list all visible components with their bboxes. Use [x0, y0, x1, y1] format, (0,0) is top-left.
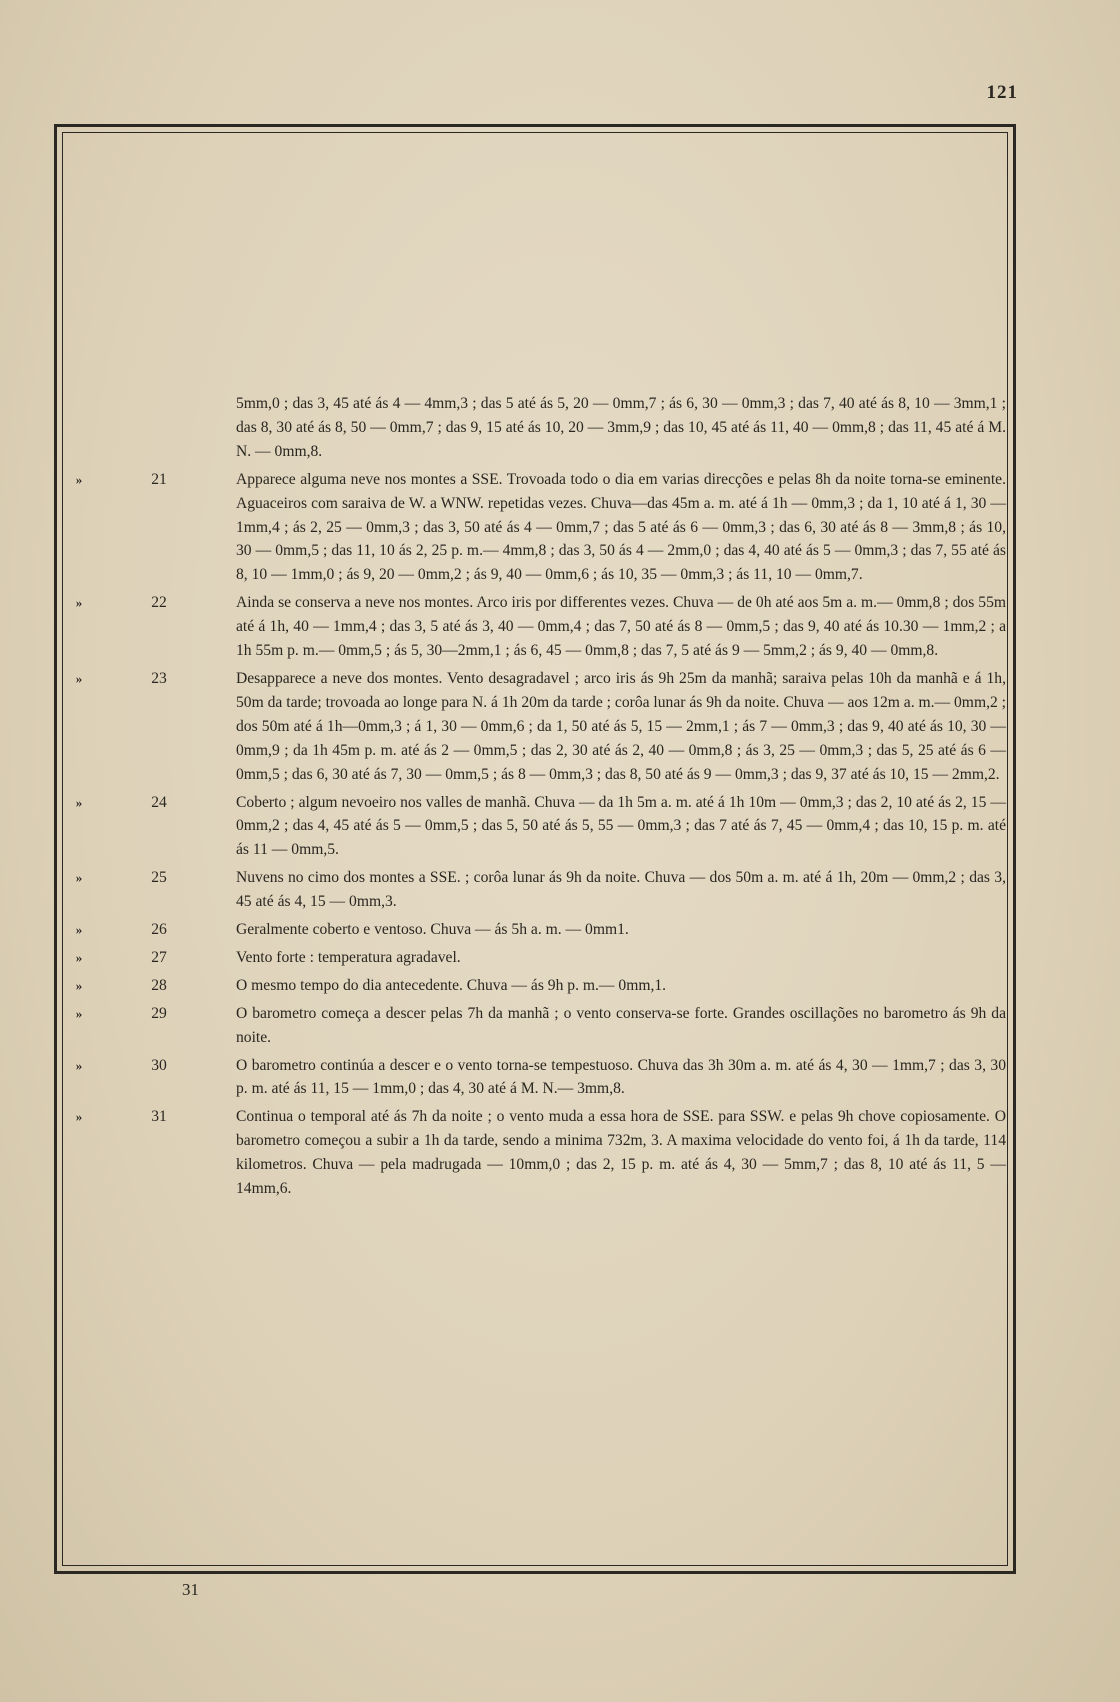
day-number: 28: [151, 976, 167, 994]
weather-log: [74, 392, 1006, 1201]
ditto-mark: »: [75, 1109, 83, 1125]
ditto-mark: »: [75, 595, 83, 611]
log-entry-22: [74, 591, 1006, 663]
log-entry-28: [74, 974, 1006, 998]
ditto-mark: »: [75, 922, 83, 938]
entry-text: O mesmo tempo do dia antecedente. Chuva — ás 9h p. m.— 0mm,1.: [236, 976, 667, 994]
log-entry-31: [74, 1105, 1006, 1201]
ditto-mark: »: [75, 977, 83, 993]
entry-text: Coberto ; algum nevoeiro nos valles de manhã. Chuva — da 1h 5m a. m. até á 1h 10m — 0mm,3 ; das 2, 10 até ás 2, 15 — 0mm,2 ; das 4, 45 até ás 5 — 0mm,5 ; das 5, 50 até ás 5, 55 — 0mm,3 ; das 7 até ás 7, 45 — 0mm,4 ; das 10, 15 p. m. até ás 11 — 0mm,5.: [236, 793, 1006, 859]
entry-text: Continua o temporal até ás 7h da noite ; o vento muda a essa hora de SSE. para SSW. e pelas 9h chove copiosamente. O barometro começou a subir a 1h da tarde, sendo a minima 732m, 3. A maxima velocidade do vento foi, á 1h da tarde, 114 kilometros. Chuva — pela madrugada — 10mm,0 ; das 2, 15 p. m. até ás 4, 30 — 5mm,7 ; das 8, 10 até ás 11, 5 — 14mm,6.: [236, 1108, 1006, 1198]
day-number: 30: [151, 1056, 167, 1074]
log-entry-25: [74, 866, 1006, 914]
log-entry-29: [74, 1002, 1006, 1050]
entry-text: Desapparece a neve dos montes. Vento desagradavel ; arco iris ás 9h 25m da manhã; saraiva pelas 10h da manhã e á 1h, 50m da tarde; trovoada ao longe para N. á 1h 20m da tarde ; corôa lunar ás 9h da noite. Chuva — aos 12m a. m.— 0mm,2 ; dos 50m até á 1h—0mm,3 ; á 1, 30 — 0mm,6 ; da 1, 50 até ás 5, 15 — 2mm,1 ; ás 7 — 0mm,3 ; das 9, 40 até ás 10, 30 — 0mm,9 ; da 1h 45m p. m. até ás 2 — 0mm,5 ; das 2, 30 até ás 2, 40 — 0mm,8 ; ás 3, 25 — 0mm,3 ; das 5, 25 até ás 6 — 0mm,5 ; das 6, 30 até ás 7, 30 — 0mm,5 ; ás 8 — 0mm,3 ; das 8, 50 até ás 9 — 0mm,3 ; das 9, 37 até ás 10, 15 — 2mm,2.: [236, 669, 1006, 783]
log-entry-24: [74, 791, 1006, 863]
ditto-mark: »: [75, 471, 83, 487]
entry-text: 5mm,0 ; das 3, 45 até ás 4 — 4mm,3 ; das 5 até ás 5, 20 — 0mm,7 ; ás 6, 30 — 0mm,3 ; das 7, 40 até ás 8, 10 — 3mm,1 ; das 8, 30 até ás 8, 50 — 0mm,7 ; das 9, 15 até ás 10, 20 — 3mm,9 ; das 10, 45 até ás 11, 40 — 0mm,8 ; das 11, 45 até á M. N. — 0mm,8.: [236, 395, 1006, 460]
day-number: 23: [151, 669, 167, 687]
log-entry-26: [74, 918, 1006, 942]
log-entry-27: [74, 946, 1006, 970]
ditto-mark: »: [75, 949, 83, 965]
log-entry-21: [74, 468, 1006, 588]
day-number: 31: [151, 1108, 167, 1126]
day-number: 22: [151, 594, 167, 612]
log-entry-continuation: [74, 392, 1006, 464]
entry-text: O barometro continúa a descer e o vento torna-se tempestuoso. Chuva das 3h 30m a. m. até ás 4, 30 — 1mm,7 ; das 3, 30 p. m. até ás 11, 15 — 1mm,0 ; das 4, 30 até á M. N.— 3mm,8.: [236, 1056, 1006, 1098]
entry-text: Ainda se conserva a neve nos montes. Arco iris por differentes vezes. Chuva — de 0h até aos 5m a. m.— 0mm,8 ; dos 55m até á 1h, 40 — 1mm,4 ; das 3, 5 até ás 3, 40 — 0mm,4 ; das 7, 50 até ás 8 — 0mm,5 ; das 9, 40 até ás 10.30 — 1mm,2 ; a 1h 55m p. m.— 0mm,5 ; ás 5, 30—2mm,1 ; ás 6, 45 — 0mm,8 ; das 7, 5 até ás 9 — 5mm,2 ; ás 9, 40 — 0mm,8.: [236, 594, 1006, 660]
day-number: 29: [151, 1004, 167, 1022]
day-number: 25: [151, 869, 167, 887]
ditto-mark: »: [75, 1057, 83, 1073]
sheet-signature: 31: [182, 1580, 199, 1599]
page-number: 121: [986, 82, 1018, 103]
entry-text: O barometro começa a descer pelas 7h da manhã ; o vento conserva-se forte. Grandes oscillações no barometro ás 9h da noite.: [236, 1004, 1006, 1046]
entry-text: Nuvens no cimo dos montes a SSE. ; corôa lunar ás 9h da noite. Chuva — dos 50m a. m. até á 1h, 20m — 0mm,2 ; das 3, 45 até ás 4, 15 — 0mm,3.: [236, 869, 1006, 911]
log-entry-30: [74, 1054, 1006, 1102]
day-number: 26: [151, 921, 167, 939]
ditto-mark: »: [75, 870, 83, 886]
day-number: 24: [151, 793, 167, 811]
entry-text: Apparece alguma neve nos montes a SSE. Trovoada todo o dia em varias direcções e pelas 8h da noite torna-se eminente. Aguaceiros com saraiva de W. a WNW. repetidas vezes. Chuva—das 45m a. m. até á 1h — 0mm,3 ; da 1, 10 até á 1, 30 — 1mm,4 ; ás 2, 25 — 0mm,3 ; das 3, 50 até ás 4 — 0mm,7 ; das 5 até ás 6 — 0mm,3 ; das 6, 30 até ás 8 — 3mm,8 ; ás 10, 30 — 0mm,5 ; das 11, 10 ás 2, 25 p. m.— 4mm,8 ; das 3, 50 ás 4 — 2mm,0 ; das 4, 40 até ás 5 — 0mm,3 ; das 7, 55 até ás 8, 10 — 1mm,0 ; ás 9, 20 — 0mm,2 ; ás 9, 40 — 0mm,6 ; ás 10, 35 — 0mm,3 ; ás 11, 10 — 0mm,7.: [236, 470, 1006, 584]
entry-text: Vento forte : temperatura agradavel.: [236, 948, 461, 966]
ditto-mark: »: [75, 794, 83, 810]
day-number: 21: [151, 470, 167, 488]
ditto-mark: »: [75, 670, 83, 686]
entry-text: Geralmente coberto e ventoso. Chuva — ás 5h a. m. — 0mm1.: [236, 921, 629, 939]
day-number: 27: [151, 948, 167, 966]
log-entry-23: [74, 667, 1006, 787]
ditto-mark: »: [75, 1005, 83, 1021]
